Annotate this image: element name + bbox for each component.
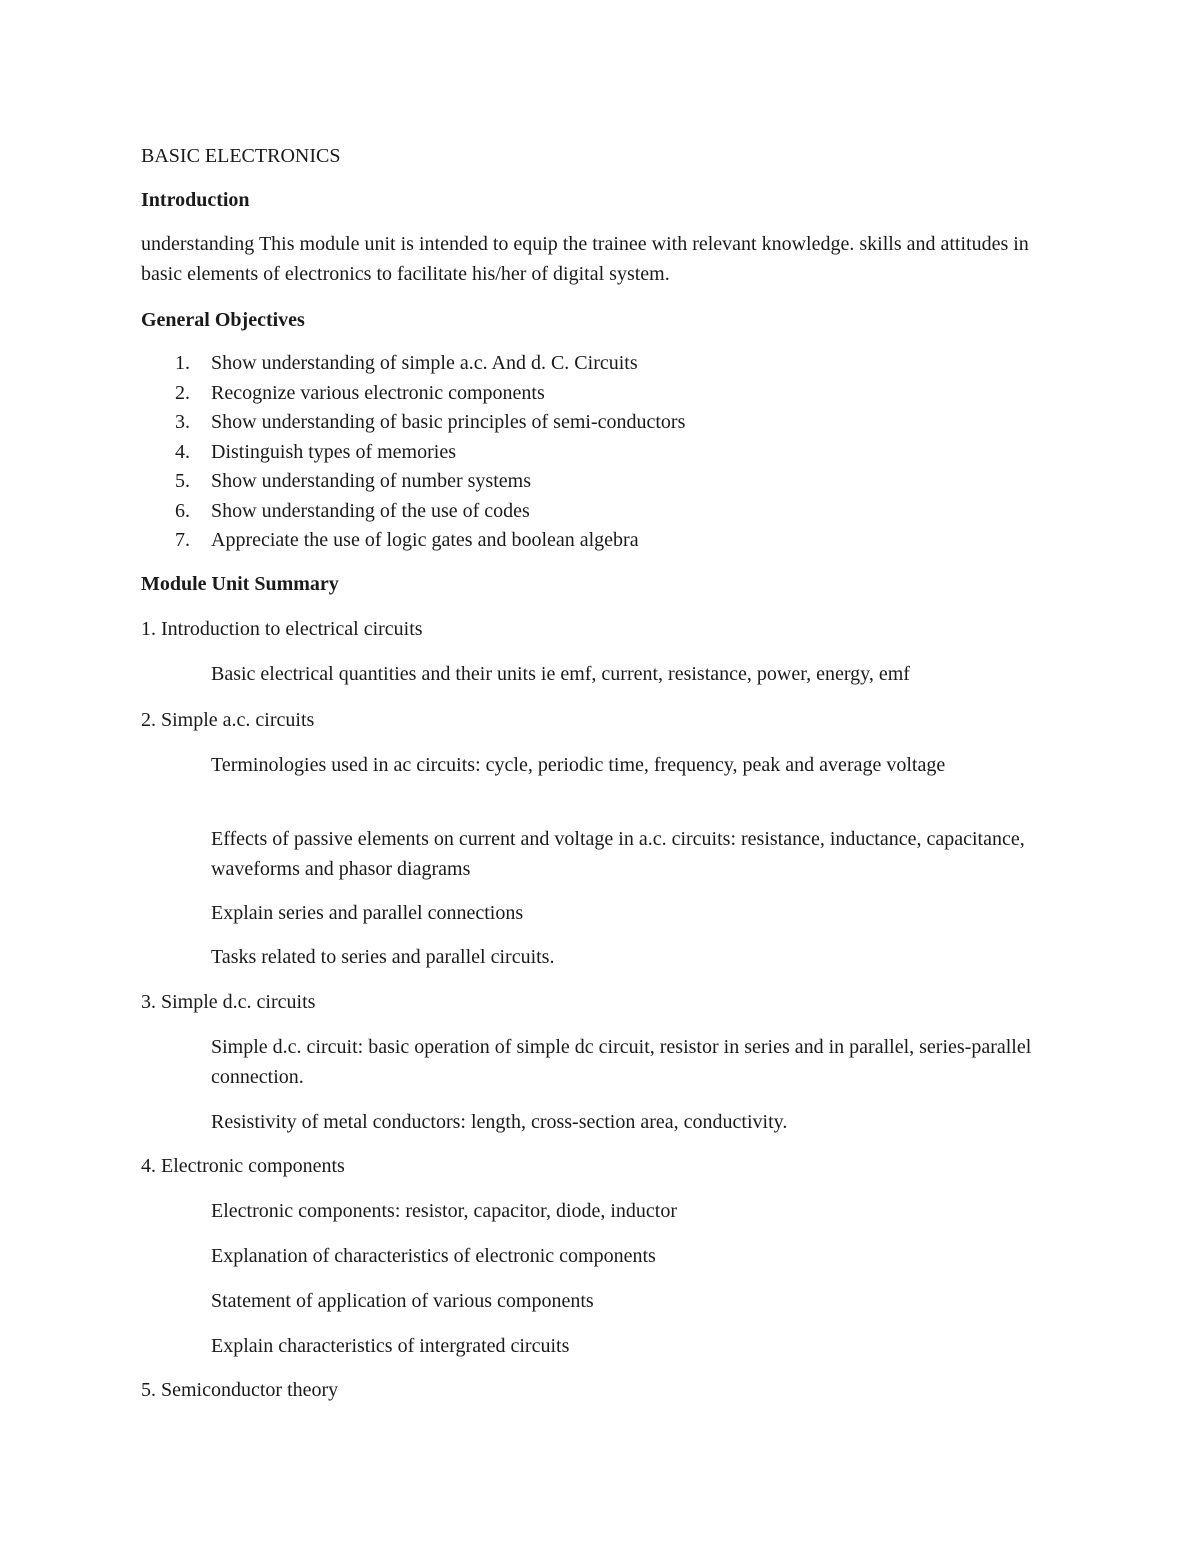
document-title: BASIC ELECTRONICS (141, 145, 341, 167)
summary-section-item: Resistivity of metal conductors: length, cross-section area, conductivity. (211, 1111, 788, 1133)
objective-text: Show understanding of the use of codes (211, 499, 530, 522)
objective-item (141, 379, 685, 409)
objective-number: 3. (175, 411, 190, 433)
summary-section-item: Explain series and parallel connections (211, 902, 524, 924)
objective-text: Show understanding of simple a.c. And d. C. Circuits (211, 352, 638, 374)
summary-section-item: Electronic components: resistor, capacitor, diode, inductor (211, 1200, 678, 1222)
objective-number: 1. (175, 352, 190, 374)
objective-number: 5. (175, 470, 190, 492)
summary-section-item: Simple d.c. circuit: basic operation of simple dc circuit, resistor in series and in parallel, series-parallel connection. (211, 1036, 1032, 1088)
objective-item (141, 438, 685, 468)
summary-section-title: 5. Semiconductor theory (141, 1379, 339, 1401)
objective-number: 6. (175, 499, 190, 522)
summary-section-item: Statement of application of various components (211, 1290, 594, 1312)
objective-item (141, 408, 685, 438)
objective-item (141, 349, 685, 379)
summary-section-title: 4. Electronic components (141, 1155, 345, 1177)
introduction-paragraph: understanding This module unit is intended to equip the trainee with relevant knowledge. skills and attitudes in basic elements of electronics to facilitate his/her of digital system. (141, 233, 1029, 285)
summary-section-title: 1. Introduction to electrical circuits (141, 618, 423, 640)
objective-text: Recognize various electronic components (211, 381, 545, 404)
summary-section-item: Effects of passive elements on current and voltage in a.c. circuits: resistance, inductance, capacitance, waveforms and phasor diagrams (211, 828, 1025, 880)
summary-section-item: Explanation of characteristics of electronic components (211, 1245, 656, 1267)
objective-number: 2. (175, 381, 190, 404)
objectives-heading: General Objectives (141, 309, 305, 331)
summary-section-item: Terminologies used in ac circuits: cycle, periodic time, frequency, peak and average voltage (211, 754, 946, 776)
objectives-list (141, 349, 685, 556)
summary-section-item: Explain characteristics of intergrated circuits (211, 1335, 570, 1357)
summary-section-title: 3. Simple d.c. circuits (141, 991, 316, 1013)
objective-text: Show understanding of basic principles of semi-conductors (211, 411, 686, 433)
objective-item (141, 497, 685, 527)
objective-item (141, 526, 685, 556)
objective-text: Show understanding of number systems (211, 470, 531, 492)
objective-item (141, 467, 685, 497)
summary-section-item: Tasks related to series and parallel circuits. (211, 946, 555, 968)
objective-text: Distinguish types of memories (211, 440, 456, 463)
objective-number: 4. (175, 440, 190, 463)
summary-heading: Module Unit Summary (141, 573, 339, 595)
summary-section-title: 2. Simple a.c. circuits (141, 709, 315, 731)
objective-number: 7. (175, 529, 190, 551)
summary-section-item: Basic electrical quantities and their units ie emf, current, resistance, power, energy, emf (211, 663, 910, 685)
introduction-heading: Introduction (141, 189, 250, 211)
objective-text: Appreciate the use of logic gates and boolean algebra (211, 529, 639, 551)
